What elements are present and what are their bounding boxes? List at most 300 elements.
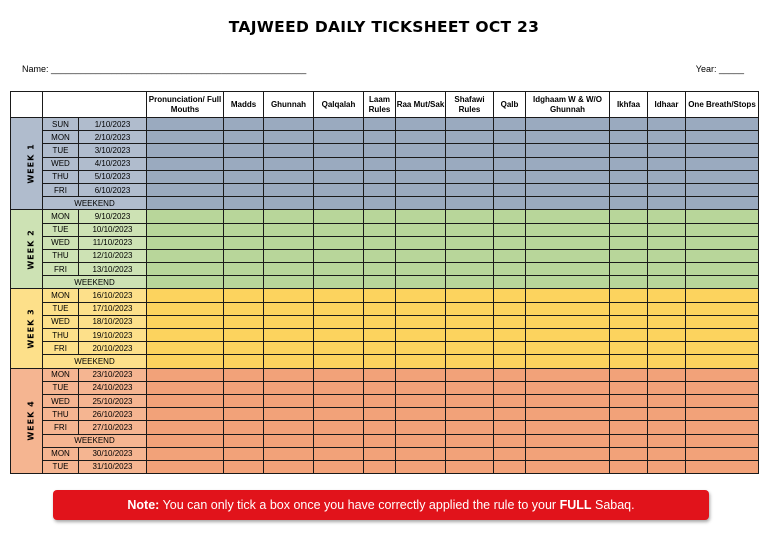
- tick-cell[interactable]: [396, 394, 446, 407]
- tick-cell[interactable]: [610, 342, 648, 355]
- tick-cell[interactable]: [446, 236, 494, 249]
- tick-cell[interactable]: [648, 183, 686, 196]
- tick-cell[interactable]: [224, 460, 264, 473]
- tick-cell[interactable]: [396, 329, 446, 342]
- tick-cell[interactable]: [264, 355, 314, 368]
- tick-cell[interactable]: [686, 249, 759, 262]
- tick-cell[interactable]: [364, 355, 396, 368]
- tick-cell[interactable]: [686, 223, 759, 236]
- tick-cell[interactable]: [396, 249, 446, 262]
- tick-cell[interactable]: [314, 447, 364, 460]
- tick-cell[interactable]: [396, 434, 446, 447]
- tick-cell[interactable]: [396, 170, 446, 183]
- tick-cell[interactable]: [396, 118, 446, 131]
- tick-cell[interactable]: [396, 447, 446, 460]
- tick-cell[interactable]: [147, 408, 224, 421]
- tick-cell[interactable]: [648, 434, 686, 447]
- tick-cell[interactable]: [610, 289, 648, 302]
- tick-cell[interactable]: [224, 131, 264, 144]
- tick-cell[interactable]: [224, 381, 264, 394]
- tick-cell[interactable]: [446, 302, 494, 315]
- tick-cell[interactable]: [526, 131, 610, 144]
- tick-cell[interactable]: [364, 118, 396, 131]
- tick-cell[interactable]: [147, 329, 224, 342]
- tick-cell[interactable]: [648, 315, 686, 328]
- tick-cell[interactable]: [396, 144, 446, 157]
- tick-cell[interactable]: [396, 355, 446, 368]
- tick-cell[interactable]: [526, 368, 610, 381]
- tick-cell[interactable]: [526, 315, 610, 328]
- tick-cell[interactable]: [648, 460, 686, 473]
- tick-cell[interactable]: [364, 408, 396, 421]
- tick-cell[interactable]: [224, 183, 264, 196]
- tick-cell[interactable]: [686, 118, 759, 131]
- tick-cell[interactable]: [264, 223, 314, 236]
- tick-cell[interactable]: [610, 276, 648, 289]
- tick-cell[interactable]: [224, 144, 264, 157]
- tick-cell[interactable]: [610, 210, 648, 223]
- tick-cell[interactable]: [494, 447, 526, 460]
- tick-cell[interactable]: [147, 263, 224, 276]
- tick-cell[interactable]: [686, 368, 759, 381]
- tick-cell[interactable]: [446, 460, 494, 473]
- tick-cell[interactable]: [364, 263, 396, 276]
- tick-cell[interactable]: [314, 355, 364, 368]
- tick-cell[interactable]: [396, 315, 446, 328]
- tick-cell[interactable]: [648, 263, 686, 276]
- tick-cell[interactable]: [396, 302, 446, 315]
- tick-cell[interactable]: [648, 210, 686, 223]
- tick-cell[interactable]: [364, 289, 396, 302]
- tick-cell[interactable]: [147, 118, 224, 131]
- tick-cell[interactable]: [446, 421, 494, 434]
- tick-cell[interactable]: [364, 249, 396, 262]
- tick-cell[interactable]: [526, 434, 610, 447]
- tick-cell[interactable]: [686, 263, 759, 276]
- tick-cell[interactable]: [314, 460, 364, 473]
- tick-cell[interactable]: [446, 447, 494, 460]
- tick-cell[interactable]: [648, 197, 686, 210]
- tick-cell[interactable]: [686, 276, 759, 289]
- tick-cell[interactable]: [494, 157, 526, 170]
- tick-cell[interactable]: [610, 460, 648, 473]
- tick-cell[interactable]: [314, 302, 364, 315]
- tick-cell[interactable]: [314, 131, 364, 144]
- tick-cell[interactable]: [364, 460, 396, 473]
- tick-cell[interactable]: [648, 249, 686, 262]
- tick-cell[interactable]: [224, 315, 264, 328]
- tick-cell[interactable]: [364, 434, 396, 447]
- tick-cell[interactable]: [686, 421, 759, 434]
- tick-cell[interactable]: [494, 329, 526, 342]
- tick-cell[interactable]: [147, 131, 224, 144]
- tick-cell[interactable]: [494, 368, 526, 381]
- tick-cell[interactable]: [314, 183, 364, 196]
- tick-cell[interactable]: [264, 263, 314, 276]
- tick-cell[interactable]: [610, 315, 648, 328]
- tick-cell[interactable]: [224, 421, 264, 434]
- tick-cell[interactable]: [314, 342, 364, 355]
- tick-cell[interactable]: [494, 302, 526, 315]
- tick-cell[interactable]: [147, 315, 224, 328]
- tick-cell[interactable]: [610, 302, 648, 315]
- tick-cell[interactable]: [364, 170, 396, 183]
- tick-cell[interactable]: [526, 342, 610, 355]
- tick-cell[interactable]: [686, 144, 759, 157]
- tick-cell[interactable]: [224, 434, 264, 447]
- tick-cell[interactable]: [648, 381, 686, 394]
- tick-cell[interactable]: [396, 381, 446, 394]
- tick-cell[interactable]: [224, 289, 264, 302]
- tick-cell[interactable]: [686, 289, 759, 302]
- tick-cell[interactable]: [526, 249, 610, 262]
- tick-cell[interactable]: [224, 447, 264, 460]
- tick-cell[interactable]: [686, 315, 759, 328]
- tick-cell[interactable]: [364, 302, 396, 315]
- tick-cell[interactable]: [610, 249, 648, 262]
- tick-cell[interactable]: [610, 381, 648, 394]
- name-field[interactable]: Name: ___________________________________________________: [22, 64, 307, 74]
- tick-cell[interactable]: [147, 394, 224, 407]
- tick-cell[interactable]: [364, 144, 396, 157]
- tick-cell[interactable]: [147, 381, 224, 394]
- tick-cell[interactable]: [147, 183, 224, 196]
- tick-cell[interactable]: [494, 408, 526, 421]
- tick-cell[interactable]: [610, 183, 648, 196]
- tick-cell[interactable]: [147, 210, 224, 223]
- tick-cell[interactable]: [364, 223, 396, 236]
- tick-cell[interactable]: [396, 223, 446, 236]
- tick-cell[interactable]: [446, 118, 494, 131]
- tick-cell[interactable]: [610, 447, 648, 460]
- tick-cell[interactable]: [264, 144, 314, 157]
- tick-cell[interactable]: [147, 302, 224, 315]
- tick-cell[interactable]: [686, 210, 759, 223]
- tick-cell[interactable]: [364, 197, 396, 210]
- tick-cell[interactable]: [494, 342, 526, 355]
- tick-cell[interactable]: [147, 249, 224, 262]
- tick-cell[interactable]: [686, 434, 759, 447]
- tick-cell[interactable]: [610, 131, 648, 144]
- tick-cell[interactable]: [224, 197, 264, 210]
- tick-cell[interactable]: [686, 355, 759, 368]
- tick-cell[interactable]: [314, 315, 364, 328]
- tick-cell[interactable]: [446, 131, 494, 144]
- tick-cell[interactable]: [364, 381, 396, 394]
- tick-cell[interactable]: [526, 460, 610, 473]
- tick-cell[interactable]: [224, 355, 264, 368]
- tick-cell[interactable]: [686, 302, 759, 315]
- tick-cell[interactable]: [314, 381, 364, 394]
- tick-cell[interactable]: [224, 118, 264, 131]
- tick-cell[interactable]: [314, 210, 364, 223]
- tick-cell[interactable]: [147, 236, 224, 249]
- tick-cell[interactable]: [446, 368, 494, 381]
- tick-cell[interactable]: [648, 447, 686, 460]
- tick-cell[interactable]: [364, 447, 396, 460]
- tick-cell[interactable]: [446, 157, 494, 170]
- tick-cell[interactable]: [526, 170, 610, 183]
- tick-cell[interactable]: [610, 368, 648, 381]
- tick-cell[interactable]: [264, 210, 314, 223]
- tick-cell[interactable]: [446, 263, 494, 276]
- tick-cell[interactable]: [396, 421, 446, 434]
- tick-cell[interactable]: [224, 368, 264, 381]
- tick-cell[interactable]: [396, 289, 446, 302]
- tick-cell[interactable]: [526, 447, 610, 460]
- tick-cell[interactable]: [396, 131, 446, 144]
- tick-cell[interactable]: [610, 434, 648, 447]
- tick-cell[interactable]: [446, 249, 494, 262]
- tick-cell[interactable]: [224, 249, 264, 262]
- tick-cell[interactable]: [264, 434, 314, 447]
- tick-cell[interactable]: [648, 355, 686, 368]
- tick-cell[interactable]: [314, 368, 364, 381]
- tick-cell[interactable]: [648, 408, 686, 421]
- tick-cell[interactable]: [314, 329, 364, 342]
- tick-cell[interactable]: [494, 460, 526, 473]
- tick-cell[interactable]: [314, 276, 364, 289]
- tick-cell[interactable]: [364, 183, 396, 196]
- tick-cell[interactable]: [396, 236, 446, 249]
- tick-cell[interactable]: [526, 263, 610, 276]
- tick-cell[interactable]: [446, 210, 494, 223]
- tick-cell[interactable]: [314, 408, 364, 421]
- tick-cell[interactable]: [224, 210, 264, 223]
- tick-cell[interactable]: [224, 302, 264, 315]
- tick-cell[interactable]: [364, 210, 396, 223]
- tick-cell[interactable]: [264, 170, 314, 183]
- tick-cell[interactable]: [526, 408, 610, 421]
- tick-cell[interactable]: [526, 394, 610, 407]
- tick-cell[interactable]: [610, 263, 648, 276]
- tick-cell[interactable]: [314, 197, 364, 210]
- tick-cell[interactable]: [147, 342, 224, 355]
- tick-cell[interactable]: [314, 263, 364, 276]
- tick-cell[interactable]: [224, 223, 264, 236]
- tick-cell[interactable]: [686, 394, 759, 407]
- tick-cell[interactable]: [264, 157, 314, 170]
- tick-cell[interactable]: [494, 394, 526, 407]
- tick-cell[interactable]: [610, 144, 648, 157]
- tick-cell[interactable]: [494, 223, 526, 236]
- tick-cell[interactable]: [364, 329, 396, 342]
- tick-cell[interactable]: [446, 183, 494, 196]
- tick-cell[interactable]: [364, 368, 396, 381]
- tick-cell[interactable]: [264, 342, 314, 355]
- tick-cell[interactable]: [494, 210, 526, 223]
- tick-cell[interactable]: [147, 170, 224, 183]
- tick-cell[interactable]: [446, 144, 494, 157]
- tick-cell[interactable]: [648, 157, 686, 170]
- tick-cell[interactable]: [494, 236, 526, 249]
- tick-cell[interactable]: [610, 394, 648, 407]
- tick-cell[interactable]: [526, 421, 610, 434]
- tick-cell[interactable]: [648, 368, 686, 381]
- tick-cell[interactable]: [147, 460, 224, 473]
- tick-cell[interactable]: [526, 289, 610, 302]
- tick-cell[interactable]: [224, 263, 264, 276]
- tick-cell[interactable]: [446, 276, 494, 289]
- tick-cell[interactable]: [264, 447, 314, 460]
- tick-cell[interactable]: [494, 421, 526, 434]
- tick-cell[interactable]: [686, 408, 759, 421]
- tick-cell[interactable]: [314, 421, 364, 434]
- tick-cell[interactable]: [526, 223, 610, 236]
- tick-cell[interactable]: [264, 315, 314, 328]
- tick-cell[interactable]: [396, 210, 446, 223]
- tick-cell[interactable]: [264, 421, 314, 434]
- tick-cell[interactable]: [264, 381, 314, 394]
- tick-cell[interactable]: [264, 183, 314, 196]
- tick-cell[interactable]: [686, 236, 759, 249]
- tick-cell[interactable]: [224, 408, 264, 421]
- tick-cell[interactable]: [264, 249, 314, 262]
- tick-cell[interactable]: [147, 447, 224, 460]
- tick-cell[interactable]: [494, 289, 526, 302]
- tick-cell[interactable]: [264, 197, 314, 210]
- tick-cell[interactable]: [446, 434, 494, 447]
- tick-cell[interactable]: [494, 118, 526, 131]
- tick-cell[interactable]: [494, 144, 526, 157]
- tick-cell[interactable]: [224, 157, 264, 170]
- tick-cell[interactable]: [610, 118, 648, 131]
- tick-cell[interactable]: [396, 263, 446, 276]
- tick-cell[interactable]: [610, 421, 648, 434]
- tick-cell[interactable]: [446, 329, 494, 342]
- tick-cell[interactable]: [147, 368, 224, 381]
- tick-cell[interactable]: [446, 408, 494, 421]
- tick-cell[interactable]: [686, 342, 759, 355]
- tick-cell[interactable]: [364, 315, 396, 328]
- tick-cell[interactable]: [648, 276, 686, 289]
- tick-cell[interactable]: [224, 329, 264, 342]
- tick-cell[interactable]: [526, 355, 610, 368]
- tick-cell[interactable]: [686, 329, 759, 342]
- tick-cell[interactable]: [526, 118, 610, 131]
- tick-cell[interactable]: [147, 223, 224, 236]
- tick-cell[interactable]: [396, 460, 446, 473]
- tick-cell[interactable]: [147, 197, 224, 210]
- tick-cell[interactable]: [314, 144, 364, 157]
- tick-cell[interactable]: [648, 342, 686, 355]
- tick-cell[interactable]: [648, 289, 686, 302]
- tick-cell[interactable]: [494, 381, 526, 394]
- tick-cell[interactable]: [686, 170, 759, 183]
- tick-cell[interactable]: [526, 210, 610, 223]
- tick-cell[interactable]: [494, 355, 526, 368]
- tick-cell[interactable]: [526, 197, 610, 210]
- tick-cell[interactable]: [314, 157, 364, 170]
- tick-cell[interactable]: [494, 315, 526, 328]
- tick-cell[interactable]: [364, 342, 396, 355]
- tick-cell[interactable]: [494, 276, 526, 289]
- tick-cell[interactable]: [648, 118, 686, 131]
- tick-cell[interactable]: [686, 197, 759, 210]
- tick-cell[interactable]: [648, 144, 686, 157]
- tick-cell[interactable]: [610, 408, 648, 421]
- tick-cell[interactable]: [494, 197, 526, 210]
- tick-cell[interactable]: [147, 157, 224, 170]
- tick-cell[interactable]: [264, 394, 314, 407]
- tick-cell[interactable]: [314, 289, 364, 302]
- tick-cell[interactable]: [224, 236, 264, 249]
- tick-cell[interactable]: [396, 368, 446, 381]
- tick-cell[interactable]: [526, 381, 610, 394]
- tick-cell[interactable]: [364, 394, 396, 407]
- tick-cell[interactable]: [396, 183, 446, 196]
- tick-cell[interactable]: [314, 434, 364, 447]
- tick-cell[interactable]: [224, 276, 264, 289]
- tick-cell[interactable]: [396, 157, 446, 170]
- tick-cell[interactable]: [648, 170, 686, 183]
- tick-cell[interactable]: [446, 394, 494, 407]
- tick-cell[interactable]: [686, 131, 759, 144]
- tick-cell[interactable]: [610, 197, 648, 210]
- tick-cell[interactable]: [526, 302, 610, 315]
- tick-cell[interactable]: [264, 118, 314, 131]
- tick-cell[interactable]: [494, 263, 526, 276]
- tick-cell[interactable]: [314, 118, 364, 131]
- tick-cell[interactable]: [610, 157, 648, 170]
- tick-cell[interactable]: [147, 144, 224, 157]
- tick-cell[interactable]: [446, 170, 494, 183]
- tick-cell[interactable]: [648, 236, 686, 249]
- tick-cell[interactable]: [446, 381, 494, 394]
- tick-cell[interactable]: [264, 329, 314, 342]
- tick-cell[interactable]: [364, 157, 396, 170]
- tick-cell[interactable]: [526, 157, 610, 170]
- tick-cell[interactable]: [446, 355, 494, 368]
- year-field[interactable]: Year: _____: [695, 64, 744, 74]
- tick-cell[interactable]: [264, 460, 314, 473]
- tick-cell[interactable]: [147, 421, 224, 434]
- tick-cell[interactable]: [648, 394, 686, 407]
- tick-cell[interactable]: [314, 223, 364, 236]
- tick-cell[interactable]: [526, 144, 610, 157]
- tick-cell[interactable]: [364, 236, 396, 249]
- tick-cell[interactable]: [494, 170, 526, 183]
- tick-cell[interactable]: [396, 408, 446, 421]
- tick-cell[interactable]: [610, 236, 648, 249]
- tick-cell[interactable]: [396, 197, 446, 210]
- tick-cell[interactable]: [446, 197, 494, 210]
- tick-cell[interactable]: [264, 131, 314, 144]
- tick-cell[interactable]: [224, 342, 264, 355]
- tick-cell[interactable]: [264, 289, 314, 302]
- tick-cell[interactable]: [364, 421, 396, 434]
- tick-cell[interactable]: [526, 329, 610, 342]
- tick-cell[interactable]: [686, 183, 759, 196]
- tick-cell[interactable]: [396, 276, 446, 289]
- tick-cell[interactable]: [264, 276, 314, 289]
- tick-cell[interactable]: [686, 447, 759, 460]
- tick-cell[interactable]: [446, 289, 494, 302]
- tick-cell[interactable]: [494, 131, 526, 144]
- tick-cell[interactable]: [686, 157, 759, 170]
- tick-cell[interactable]: [446, 342, 494, 355]
- tick-cell[interactable]: [364, 131, 396, 144]
- tick-cell[interactable]: [686, 460, 759, 473]
- tick-cell[interactable]: [314, 170, 364, 183]
- tick-cell[interactable]: [314, 249, 364, 262]
- tick-cell[interactable]: [147, 434, 224, 447]
- tick-cell[interactable]: [526, 183, 610, 196]
- tick-cell[interactable]: [526, 276, 610, 289]
- tick-cell[interactable]: [610, 355, 648, 368]
- tick-cell[interactable]: [314, 394, 364, 407]
- tick-cell[interactable]: [648, 131, 686, 144]
